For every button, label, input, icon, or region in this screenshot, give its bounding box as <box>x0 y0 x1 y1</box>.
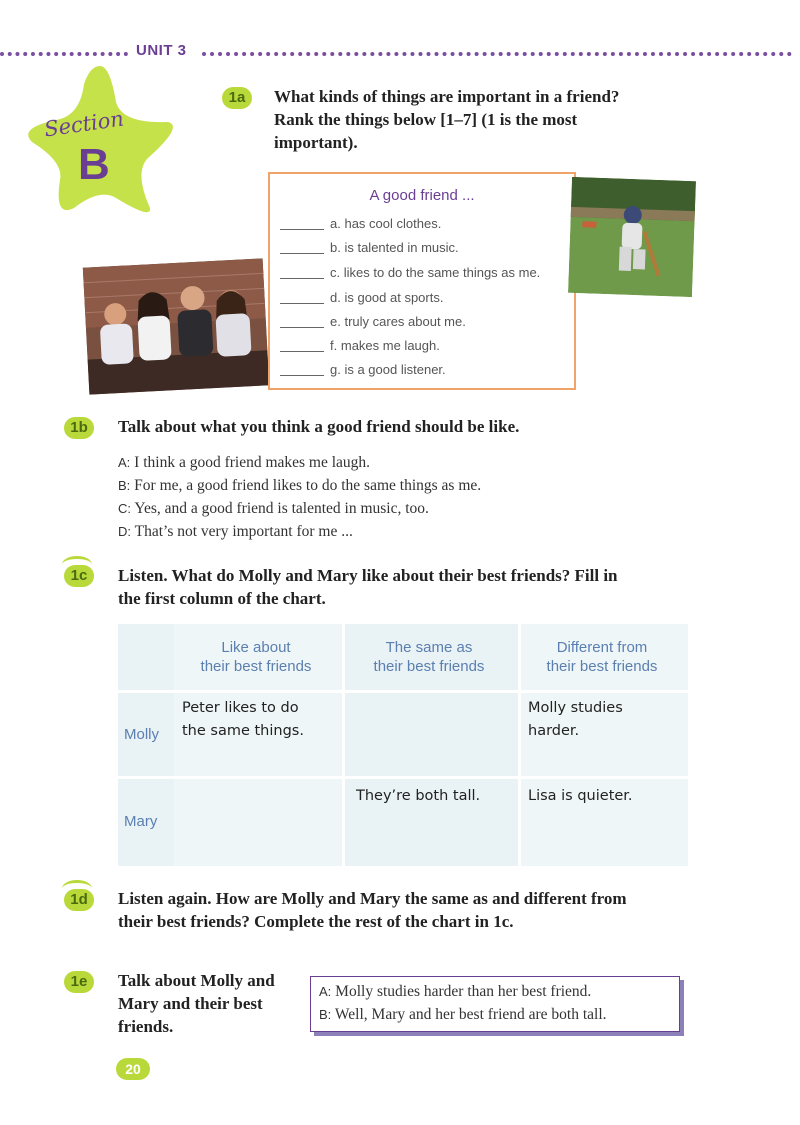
box-title: A good friend ... <box>369 187 475 204</box>
answer-blank[interactable] <box>280 303 324 304</box>
chart-cell-molly-different: Molly studies harder. <box>528 700 623 739</box>
answer-blank[interactable] <box>280 253 324 254</box>
dialog-line: B: Well, Mary and her best friend are both tall. <box>319 1006 607 1023</box>
page-number: 20 <box>116 1058 150 1080</box>
instruction-1a-line3: important). <box>274 133 358 152</box>
exercise-badge-1e: 1e <box>64 971 94 993</box>
answer-blank[interactable] <box>280 327 324 328</box>
instruction-1e-line2: Mary and their best <box>118 994 263 1013</box>
list-item: a. has cool clothes. <box>280 216 441 231</box>
section-letter: B <box>78 140 110 189</box>
list-item: d. is good at sports. <box>280 290 443 305</box>
exercise-badge-1d[interactable]: 1d <box>64 889 94 911</box>
answer-blank[interactable] <box>280 229 324 230</box>
exercise-badge-1a: 1a <box>222 87 252 109</box>
answer-blank[interactable] <box>280 278 324 279</box>
section-word: Section <box>42 106 126 142</box>
dialog-line: A: I think a good friend makes me laugh. <box>118 454 371 471</box>
good-friend-box <box>268 172 576 390</box>
chart-cell-mary-same: They’re both tall. <box>356 788 481 804</box>
dialog-line: A: Molly studies harder than her best friend. <box>319 983 592 1000</box>
example-dialog-box <box>310 976 680 1032</box>
friends-photo <box>83 258 269 394</box>
chart-cell-molly-like: Peter likes to do the same things. <box>182 700 304 739</box>
instruction-1d-line2: their best friends? Complete the rest of the chart in 1c. <box>118 912 514 931</box>
chart-col-header-same: The same as their best friends <box>373 639 485 675</box>
answer-blank[interactable] <box>280 351 324 352</box>
instruction-1c-line2: the first column of the chart. <box>118 589 326 608</box>
chart-col-header-different: Different from their best friends <box>546 639 658 675</box>
answer-blank[interactable] <box>280 375 324 376</box>
list-item: g. is a good listener. <box>280 362 446 377</box>
instruction-1d-line1: Listen again. How are Molly and Mary the same as and different from <box>118 889 627 908</box>
instruction-1b: Talk about what you think a good friend should be like. <box>118 417 520 436</box>
exercise-badge-1c[interactable]: 1c <box>64 565 94 587</box>
chart-col-header-like: Like about their best friends <box>200 639 312 675</box>
chart-row-header-mary: Mary <box>124 813 158 830</box>
header-dots-left <box>0 52 128 56</box>
dialog-line: C: Yes, and a good friend is talented in music, too. <box>118 500 429 517</box>
instruction-1e-line1: Talk about Molly and <box>118 971 275 990</box>
unit-label: UNIT 3 <box>136 42 187 59</box>
chart-cell-mary-different: Lisa is quieter. <box>528 788 633 804</box>
exercise-badge-1b: 1b <box>64 417 94 439</box>
instruction-1a-line2: Rank the things below [1–7] (1 is the most <box>274 110 578 129</box>
instruction-1c-line1: Listen. What do Molly and Mary like about their best friends? Fill in <box>118 566 618 585</box>
list-item: b. is talented in music. <box>280 240 459 255</box>
dialog-line: D: That’s not very important for me ... <box>118 523 353 540</box>
chart-row-header-molly: Molly <box>124 726 160 743</box>
baseball-photo <box>568 177 696 297</box>
dialog-line: B: For me, a good friend likes to do the same things as me. <box>118 477 482 494</box>
list-item: c. likes to do the same things as me. <box>280 265 540 280</box>
list-item: e. truly cares about me. <box>280 314 466 329</box>
instruction-1e-line3: friends. <box>118 1017 174 1036</box>
header-dots-right <box>202 52 792 56</box>
list-item: f. makes me laugh. <box>280 338 440 353</box>
instruction-1a-line1: What kinds of things are important in a friend? <box>274 87 620 106</box>
